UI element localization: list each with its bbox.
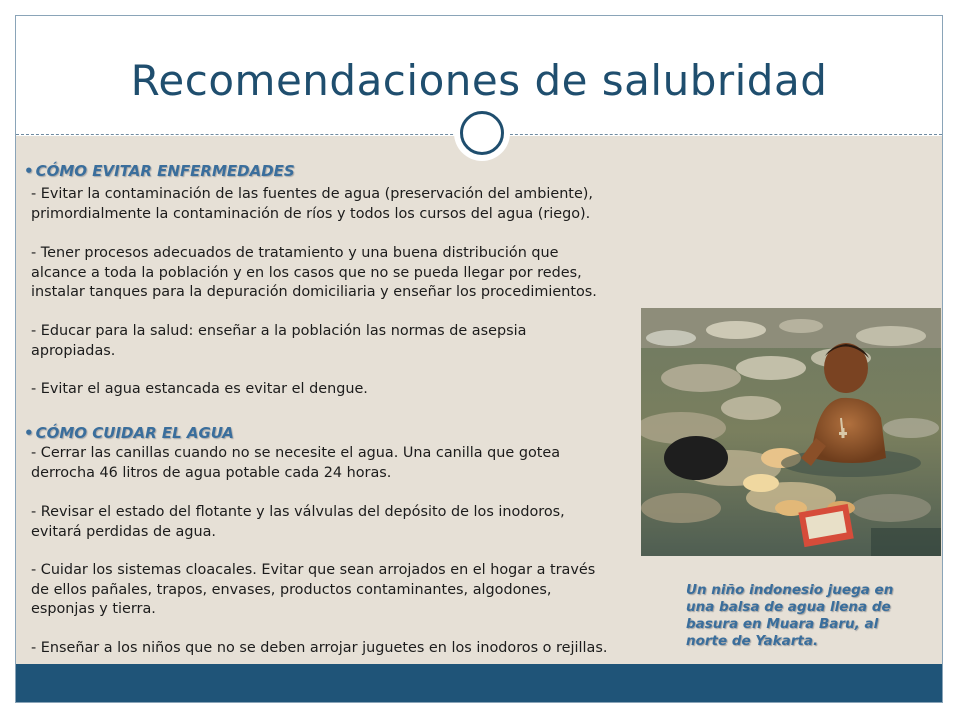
text-line: - Enseñar a los niños que no se deben arrojar juguetes en los inodoros o rejillas. <box>31 640 608 656</box>
text-line: - Tener procesos adecuados de tratamiento y una buena distribución que <box>31 245 559 261</box>
caption-line: una balsa de agua llena de <box>686 599 891 615</box>
paragraph <box>31 185 661 224</box>
paragraph <box>31 444 661 483</box>
paragraph <box>31 639 661 659</box>
paragraph <box>31 244 661 303</box>
caption-line: Un niño indonesio juega en <box>686 582 894 598</box>
caption-line: norte de Yakarta. <box>686 633 819 649</box>
text-line: - Revisar el estado del flotante y las válvulas del depósito de los inodoros, <box>31 504 565 520</box>
paragraph <box>31 503 661 542</box>
text-line: instalar tanques para la depuración domiciliaria y enseñar los procedimientos. <box>31 284 597 300</box>
photo-caption <box>686 582 916 650</box>
text-line: apropiadas. <box>31 342 116 359</box>
text-line: - Educar para la salud: enseñar a la población las normas de asepsia <box>31 323 527 339</box>
text-line: evitará perdidas de agua. <box>31 523 216 540</box>
paragraph <box>31 561 661 620</box>
section-heading-label: CÓMO CUIDAR EL AGUA <box>35 424 234 442</box>
text-line: - Cerrar las canillas cuando no se necesite el agua. Una canilla que gotea <box>31 445 561 461</box>
paragraph <box>31 322 661 361</box>
text-line: - Evitar el agua estancada es evitar el dengue. <box>31 381 368 397</box>
section-heading-label: CÓMO EVITAR ENFERMEDADES <box>35 162 295 180</box>
section-heading-enfermedades: • CÓMO EVITAR ENFERMEDADES <box>24 162 295 180</box>
text-line: alcance a toda la población y en los casos que no se pueda llegar por redes, <box>31 264 582 281</box>
slide-frame <box>15 15 943 703</box>
photo-child-in-polluted-water <box>641 308 941 556</box>
divider-circle-icon <box>454 105 510 161</box>
slide-title: Recomendaciones de salubridad <box>130 56 828 105</box>
paragraph <box>31 380 661 400</box>
section-heading-agua: • CÓMO CUIDAR EL AGUA <box>24 424 234 442</box>
text-line: primordialmente la contaminación de ríos y todos los cursos del agua (riego). <box>31 205 591 222</box>
footer-bar <box>16 664 942 702</box>
text-line: de ellos pañales, trapos, envases, productos contaminantes, algodones, <box>31 581 552 598</box>
text-line: derrocha 46 litros de agua potable cada 24 horas. <box>31 464 392 481</box>
text-line: esponjas y tierra. <box>31 601 156 617</box>
text-line: - Cuidar los sistemas cloacales. Evitar que sean arrojados en el hogar a través <box>31 562 596 578</box>
caption-line: basura en Muara Baru, al <box>686 616 879 632</box>
text-line: - Evitar la contaminación de las fuentes de agua (preservación del ambiente), <box>31 186 593 202</box>
